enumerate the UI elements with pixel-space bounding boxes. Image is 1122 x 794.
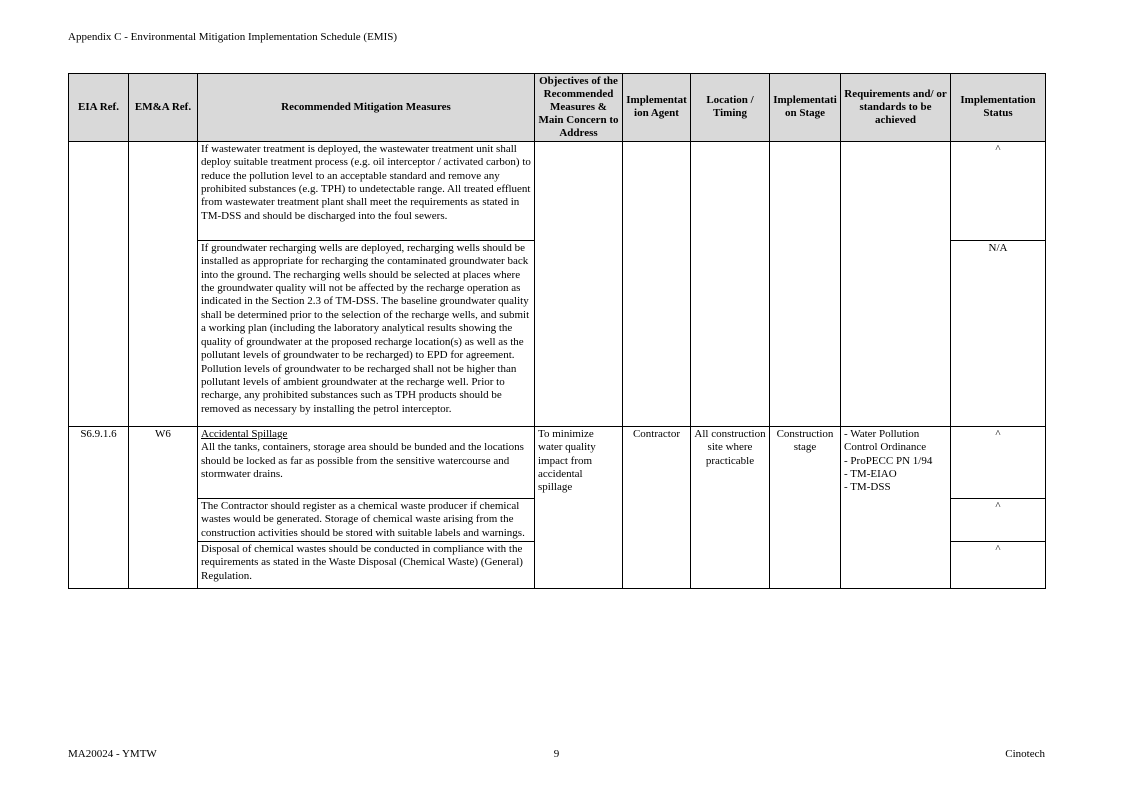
cell-ema-ref — [129, 141, 198, 426]
footer-project-code: MA20024 - YMTW — [68, 748, 157, 760]
measure-text: Disposal of chemical wastes should be conducted in compliance with the requirements as stated in the Waste Disposal (Chemical Waste) (General) Regulation. — [201, 543, 523, 582]
measure-text: If groundwater recharging wells are deployed, recharging wells should be installed as appropriate for recharging the contaminated groundwater back into the ground. The recharging wells should be selected at places where the groundwater quality will not be affected by the recharge operation as indicated in the Section 2.3 of TM-DSS. The baseline groundwater quality shall be determined prior to the selection of the recharge wells, and submit a working plan (including the laboratory analytical results showing the quality of groundwater at the proposed recharge location(s) as well as the pollutant levels of groundwater to be recharged) to EPD for agreement. Pollution levels of groundwater to be recharged shall not be higher than pollutant levels of ambient groundwater at the recharge well. Prior to recharge, any prohibited substances such as TPH products should be removed as necessary by installing the petrol interceptor. — [201, 241, 530, 415]
cell-location-timing — [691, 141, 770, 426]
cell-eia-ref — [69, 141, 129, 426]
col-header-location-timing: Location / Timing — [691, 74, 770, 142]
cell-objectives — [535, 141, 623, 426]
header-row — [69, 74, 1046, 142]
cell-implementation-status: N/A — [951, 240, 1046, 426]
cell-implementation-stage: Construction stage — [770, 426, 841, 588]
col-header-implementation-stage: Implementation Stage — [770, 74, 841, 142]
cell-location-timing: All construction site where practicable — [691, 426, 770, 588]
footer-company-name: Cinotech — [1005, 748, 1045, 760]
requirement-item: - TM-DSS — [844, 481, 891, 494]
cell-implementation-stage — [770, 141, 841, 426]
col-header-mitigation-measures: Recommended Mitigation Measures — [198, 74, 535, 142]
footer-page-number: 9 — [553, 748, 560, 760]
cell-implementation-status: ^ — [951, 141, 1046, 240]
measure-heading: Accidental Spillage — [201, 427, 288, 440]
cell-measure — [198, 426, 535, 498]
measure-text: The Contractor should register as a chemical waste producer if chemical wastes would be generated. Storage of chemical waste arising from the construction activities should be stored with suitable labels and warnings. — [201, 499, 525, 539]
requirement-item: - ProPECC PN 1/94 — [844, 454, 933, 467]
table-row — [69, 426, 1046, 498]
col-header-objectives: Objectives of the Recommended Measures & Main Concern to Address — [535, 74, 623, 142]
cell-measure — [198, 542, 535, 589]
cell-implementation-agent — [623, 141, 691, 426]
col-header-requirements: Requirements and/ or standards to be achieved — [841, 74, 951, 142]
cell-requirements — [841, 426, 951, 588]
cell-measure — [198, 240, 535, 426]
cell-implementation-status: ^ — [951, 498, 1046, 541]
col-header-ema-ref: EM&A Ref. — [129, 74, 198, 142]
emis-table — [68, 73, 1046, 589]
col-header-implementation-status: Implementation Status — [951, 74, 1046, 142]
cell-requirements — [841, 141, 951, 426]
cell-ema-ref: W6 — [129, 426, 198, 588]
cell-eia-ref: S6.9.1.6 — [69, 426, 129, 588]
page-footer — [68, 748, 1045, 764]
measure-text: If wastewater treatment is deployed, the wastewater treatment unit shall deploy suitable treatment process (e.g. oil interceptor / activated carbon) to reduce the pollution level to an acceptable standard and remove any prohibited substances (e.g. TPH) to undetectable range. All treated effluent from wastewater treatment plant shall meet the requirements as stated in TM-DSS and should be discharged into the foul sewers. — [201, 142, 531, 222]
cell-measure — [198, 141, 535, 240]
cell-implementation-status: ^ — [951, 542, 1046, 589]
col-header-implementation-agent: Implementation Agent — [623, 74, 691, 142]
cell-implementation-agent: Contractor — [623, 426, 691, 588]
emis-table-container — [68, 73, 1045, 589]
appendix-title: Appendix C - Environmental Mitigation Implementation Schedule (EMIS) — [68, 31, 398, 43]
requirement-item: - Water Pollution Control Ordinance — [844, 427, 927, 454]
measure-text: All the tanks, containers, storage area should be bunded and the locations should be locked as far as possible from the sensitive watercourse and stormwater drains. — [201, 441, 524, 481]
cell-implementation-status: ^ — [951, 426, 1046, 498]
requirement-item: - TM-EIAO — [844, 468, 897, 481]
col-header-eia-ref: EIA Ref. — [69, 74, 129, 142]
cell-objectives: To minimize water quality impact from accidental spillage — [535, 426, 623, 588]
cell-measure — [198, 498, 535, 541]
table-row — [69, 141, 1046, 240]
